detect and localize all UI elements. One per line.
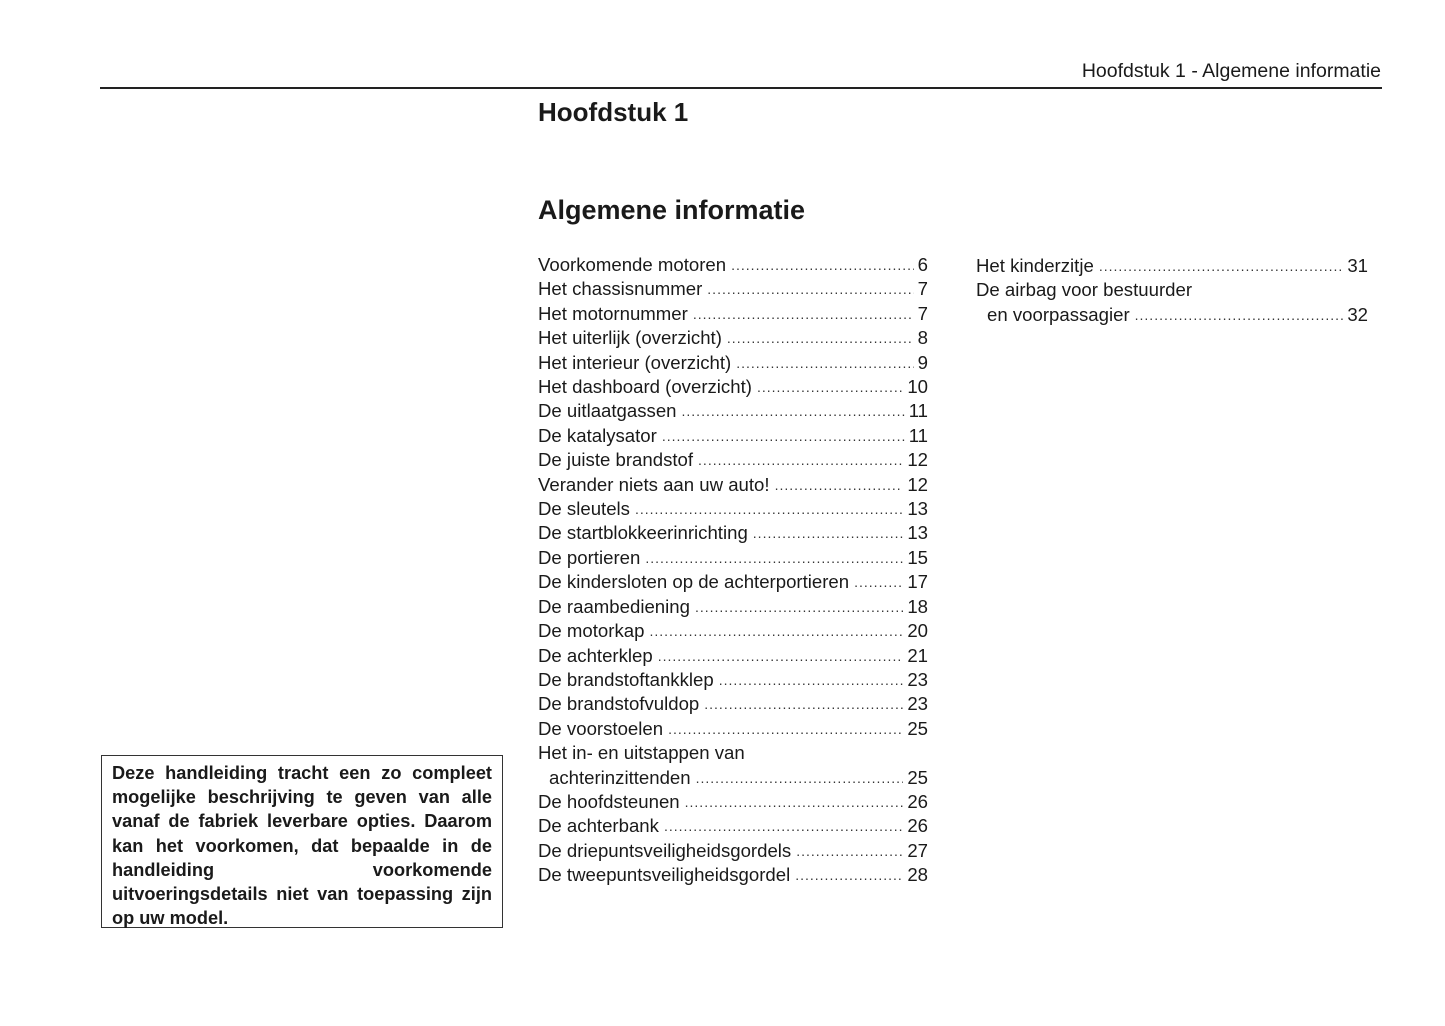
toc-entry-page: 10: [907, 376, 928, 398]
toc-entry-label: De startblokkeerinrichting: [538, 522, 748, 544]
disclaimer-note: Deze handleiding tracht een zo compleet mogelijke beschrijving te geven van alle vanaf de fabriek leverbare opties. Daarom kan het voorkomen, dat bepaalde in de handleiding voorkomende uitvoeringsdetails niet van toepassing zijn op uw model.: [101, 755, 503, 928]
toc-entry-label: De voorstoelen: [538, 717, 664, 739]
toc-entry-label: De motorkap: [538, 620, 645, 642]
toc-entry: [538, 595, 928, 619]
toc-entry: [538, 766, 928, 790]
dot-leader: [696, 766, 904, 790]
dot-leader: [731, 253, 914, 277]
dot-leader: [668, 717, 903, 741]
table-of-contents-left: [538, 253, 928, 888]
toc-entry-label: Het kinderzitje: [976, 255, 1094, 276]
toc-entry-page: 15: [907, 546, 928, 568]
toc-entry-page: 25: [907, 717, 928, 739]
toc-entry-label: Het dashboard (overzicht): [538, 376, 752, 398]
toc-entry-page: 11: [908, 400, 928, 422]
dot-leader: [693, 302, 914, 326]
toc-entry: [538, 839, 928, 863]
dot-leader: [1135, 303, 1344, 327]
toc-entry-page: 8: [917, 327, 928, 349]
toc-entry-page: 25: [907, 766, 928, 788]
toc-entry: [538, 546, 928, 570]
toc-entry: [538, 692, 928, 716]
toc-entry-label: De katalysator: [538, 424, 657, 446]
toc-entry-label: De tweepuntsveiligheidsgordel: [538, 864, 791, 886]
dot-leader: [757, 375, 903, 399]
dot-leader: [854, 570, 903, 594]
toc-entry: [538, 326, 928, 350]
toc-entry-label: Het chassisnummer: [538, 278, 703, 300]
dot-leader: [662, 424, 905, 448]
dot-leader: [635, 497, 903, 521]
toc-entry: [538, 814, 928, 838]
toc-entry-lead: De airbag voor bestuurder: [976, 279, 1193, 301]
toc-entry-label: De uitlaatgassen: [538, 400, 677, 422]
dot-leader: [704, 692, 903, 716]
toc-entry-page: 9: [917, 351, 928, 373]
dot-leader: [698, 448, 903, 472]
toc-entry-page: 26: [907, 790, 928, 812]
toc-entry-label: De brandstoftankklep: [538, 668, 714, 690]
toc-entry: [538, 497, 928, 521]
toc-entry: [538, 399, 928, 423]
toc-entry: [976, 303, 1368, 327]
toc-entry: [538, 302, 928, 326]
toc-entry-label: De sleutels: [538, 498, 630, 520]
toc-entry-page: 11: [908, 424, 928, 446]
toc-entry-label: Het interieur (overzicht): [538, 351, 732, 373]
toc-entry: [538, 448, 928, 472]
toc-entry-label: De driepuntsveiligheidsgordels: [538, 839, 792, 861]
toc-entry-page: 23: [907, 693, 928, 715]
dot-leader: [645, 546, 903, 570]
dot-leader: [695, 595, 903, 619]
dot-leader: [649, 619, 903, 643]
chapter-title: Algemene informatie: [538, 195, 806, 225]
dot-leader: [775, 473, 904, 497]
toc-entry-label: De achterbank: [538, 815, 659, 837]
toc-entry: [538, 351, 928, 375]
toc-entry-label: Verander niets aan uw auto!: [538, 473, 770, 495]
toc-entry: [538, 521, 928, 545]
toc-entry-page: 26: [907, 815, 928, 837]
dot-leader: [685, 790, 904, 814]
toc-entry: [538, 863, 928, 887]
toc-entry-page: 20: [907, 620, 928, 642]
toc-entry-page: 31: [1347, 255, 1368, 276]
toc-entry-page: 18: [907, 595, 928, 617]
toc-entry-label: Het uiterlijk (overzicht): [538, 327, 722, 349]
toc-entry-lead: Het in- en uitstappen van: [538, 742, 745, 764]
toc-entry: [538, 644, 928, 668]
running-header: Hoofdstuk 1 - Algemene informatie: [1081, 60, 1381, 82]
toc-entry: [538, 253, 928, 277]
toc-entry-page: 27: [907, 839, 928, 861]
toc-entry-label: De portieren: [538, 546, 641, 568]
toc-entry-page: 32: [1347, 303, 1368, 325]
dot-leader: [1099, 254, 1344, 278]
toc-entry-label: en voorpassagier: [987, 303, 1130, 325]
toc-entry: [538, 375, 928, 399]
toc-entry-label: Het motornummer: [538, 302, 688, 324]
toc-entry: [538, 790, 928, 814]
toc-entry-label: De juiste brandstof: [538, 449, 694, 471]
toc-entry-label: De hoofdsteunen: [538, 790, 680, 812]
toc-entry-page: 6: [917, 254, 928, 275]
toc-entry-label: De raambediening: [538, 595, 690, 617]
toc-entry-page: 21: [907, 644, 928, 666]
toc-entry: [538, 668, 928, 692]
table-of-contents-right: [976, 254, 1368, 327]
toc-entry: [538, 277, 928, 301]
toc-entry-page: 7: [917, 302, 928, 324]
toc-entry: [538, 424, 928, 448]
dot-leader: [658, 644, 904, 668]
header-rule: [100, 87, 1382, 89]
toc-entry-page: 12: [907, 449, 928, 471]
toc-entry-page: 28: [907, 864, 928, 886]
dot-leader: [682, 399, 905, 423]
dot-leader: [727, 326, 914, 350]
chapter-number: Hoofdstuk 1: [538, 97, 689, 127]
dot-leader: [707, 277, 913, 301]
toc-entry: [538, 619, 928, 643]
dot-leader: [795, 863, 903, 887]
toc-entry: [538, 570, 928, 594]
dot-leader: [664, 814, 903, 838]
toc-entry-page: 17: [907, 571, 928, 593]
toc-entry-page: 7: [917, 278, 928, 300]
toc-entry: [976, 254, 1368, 278]
dot-leader: [719, 668, 904, 692]
toc-entry-label: Voorkomende motoren: [538, 254, 727, 275]
toc-entry-page: 12: [907, 473, 928, 495]
dot-leader: [736, 351, 913, 375]
toc-entry: [538, 473, 928, 497]
toc-entry-page: 13: [907, 522, 928, 544]
toc-entry-page: 13: [907, 498, 928, 520]
toc-entry-page: 23: [907, 668, 928, 690]
toc-entry-label: De achterklep: [538, 644, 653, 666]
dot-leader: [796, 839, 903, 863]
toc-entry-label: De kindersloten op de achterportieren: [538, 571, 850, 593]
toc-entry-label: De brandstofvuldop: [538, 693, 700, 715]
toc-entry-label: achterinzittenden: [549, 766, 691, 788]
toc-entry: [538, 717, 928, 741]
dot-leader: [753, 521, 904, 545]
